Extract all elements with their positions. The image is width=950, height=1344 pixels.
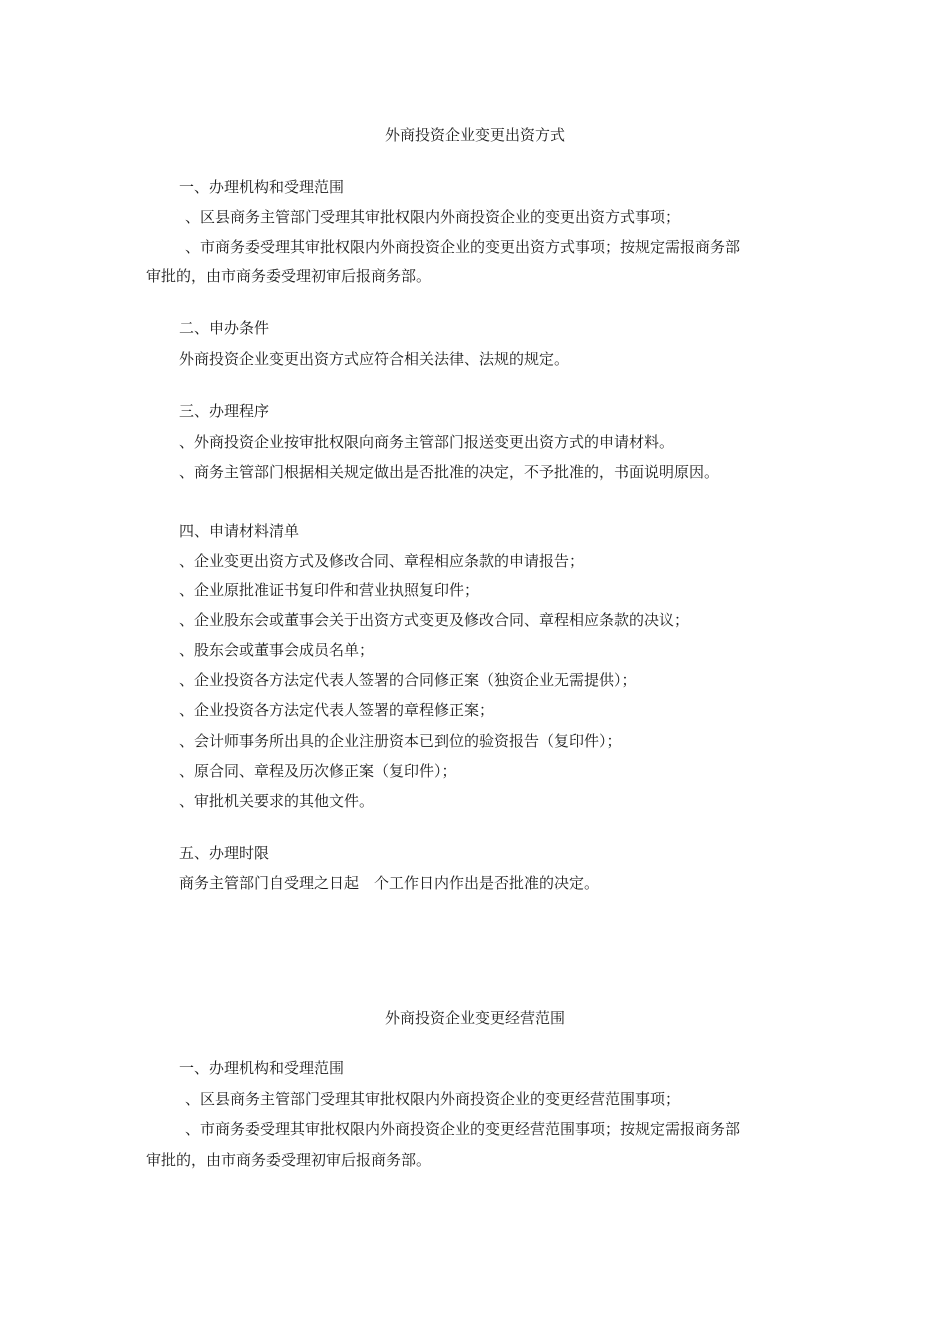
section1-h3-item-1: 、外商投资企业按审批权限向商务主管部门报送变更出资方式的申请材料。 [179, 433, 675, 451]
section1-heading-3: 三、办理程序 [179, 402, 270, 420]
section1-title: 外商投资企业变更出资方式 [384, 126, 565, 144]
section1-h4-item-6: 、企业投资各方法定代表人签署的章程修正案； [179, 701, 495, 719]
section1-h2-text: 外商投资企业变更出资方式应符合相关法律、法规的规定。 [179, 350, 570, 368]
section1-heading-5: 五、办理时限 [179, 844, 270, 862]
section2-heading-1: 一、办理机构和受理范围 [179, 1059, 345, 1077]
section1-h1-item-2-continued: 审批的，由市商务委受理初审后报商务部。 [146, 267, 432, 285]
section1-heading-1: 一、办理机构和受理范围 [179, 178, 345, 196]
section1-h1-item-1: 、区县商务主管部门受理其审批权限内外商投资企业的变更出资方式事项； [185, 208, 681, 226]
section1-heading-4: 四、申请材料清单 [179, 522, 300, 540]
section1-h4-item-9: 、审批机关要求的其他文件。 [179, 792, 375, 810]
section1-h5-text: 商务主管部门自受理之日起 个工作日内作出是否批准的决定。 [179, 874, 600, 892]
section1-h4-item-4: 、股东会或董事会成员名单； [179, 641, 375, 659]
section2-h1-item-2: 、市商务委受理其审批权限内外商投资企业的变更经营范围事项；按规定需报商务部 [185, 1120, 741, 1138]
section1-h4-item-3: 、企业股东会或董事会关于出资方式变更及修改合同、章程相应条款的决议； [179, 611, 690, 629]
section2-title: 外商投资企业变更经营范围 [384, 1009, 565, 1027]
section1-h4-item-8: 、原合同、章程及历次修正案（复印件）； [179, 762, 457, 780]
section2-h1-item-1: 、区县商务主管部门受理其审批权限内外商投资企业的变更经营范围事项； [185, 1090, 681, 1108]
section1-h4-item-5: 、企业投资各方法定代表人签署的合同修正案（独资企业无需提供）； [179, 671, 637, 689]
section1-h3-item-2: 、商务主管部门根据相关规定做出是否批准的决定，不予批准的，书面说明原因。 [179, 463, 720, 481]
section1-heading-2: 二、申办条件 [179, 319, 270, 337]
section1-h4-item-2: 、企业原批准证书复印件和营业执照复印件； [179, 581, 480, 599]
section1-h1-item-2: 、市商务委受理其审批权限内外商投资企业的变更出资方式事项；按规定需报商务部 [185, 238, 741, 256]
section1-h4-item-7: 、会计师事务所出具的企业注册资本已到位的验资报告（复印件）； [179, 732, 622, 750]
section2-h1-item-2-continued: 审批的，由市商务委受理初审后报商务部。 [146, 1151, 432, 1169]
section1-h4-item-1: 、企业变更出资方式及修改合同、章程相应条款的申请报告； [179, 552, 585, 570]
